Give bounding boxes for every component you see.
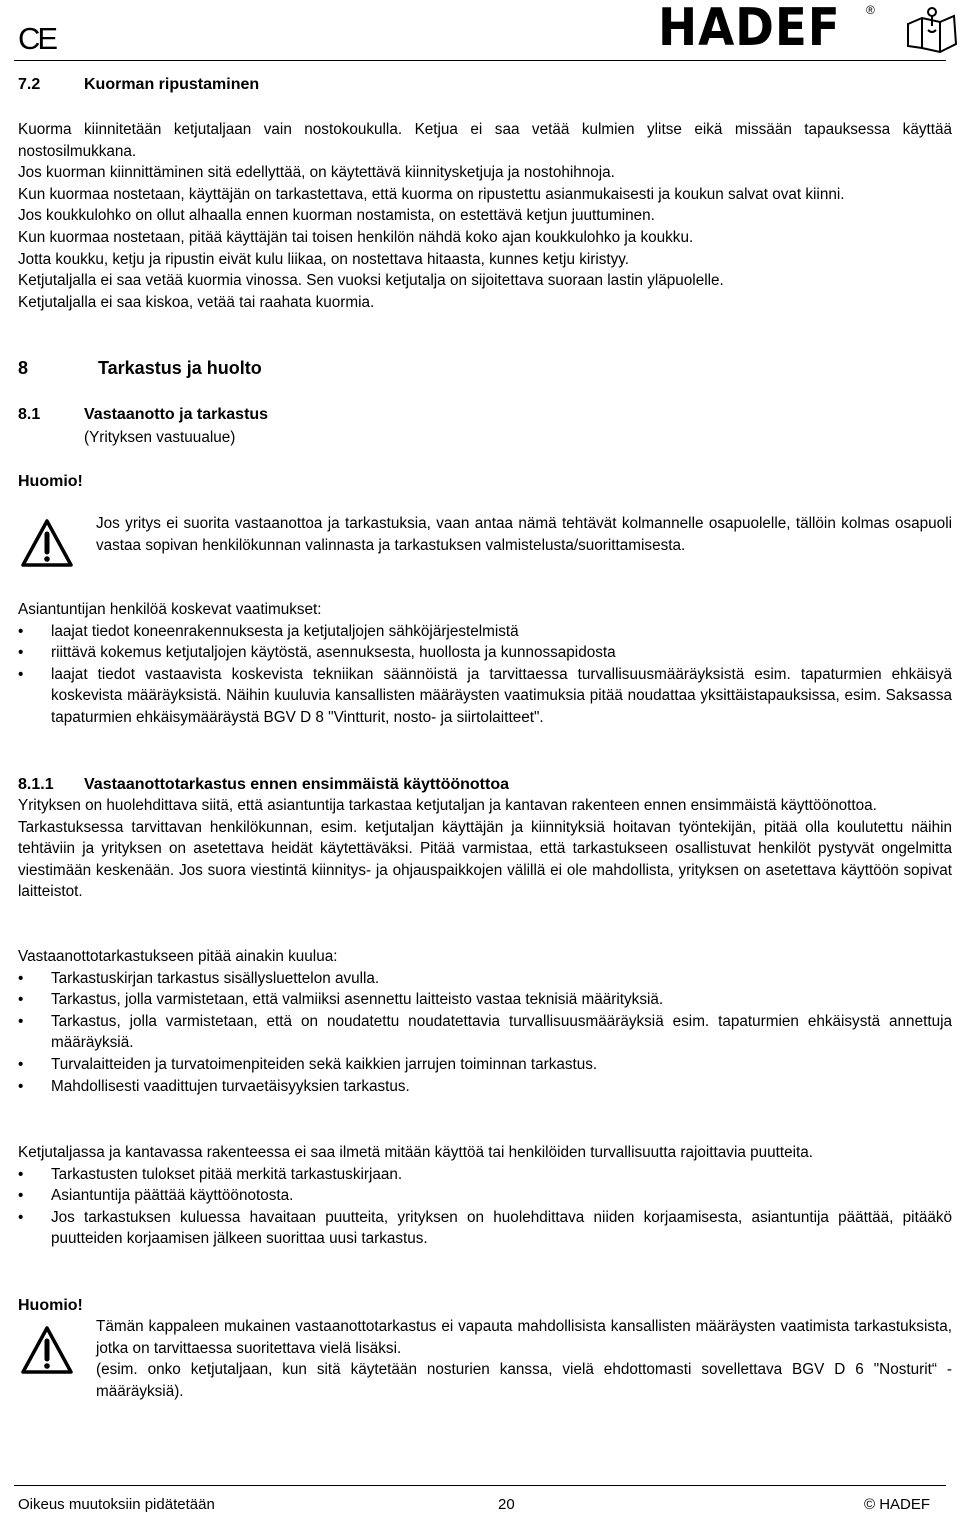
paragraph: Kuorma kiinnitetään ketjutaljaan vain nostokoukulla. Ketjua ei saa vetää kulmien ylitse eikä missään tapauksessa käyttää nostosilmukkana. <box>18 121 952 160</box>
paragraph: Kun kuormaa nostetaan, pitää käyttäjän tai toisen henkilön nähdä koko ajan koukkulohko ja koukku. <box>18 228 694 246</box>
footer-disclaimer: Oikeus muutoksiin pidätetään <box>18 1496 215 1513</box>
section-number: 8 <box>18 358 29 378</box>
ce-mark: CE <box>18 21 56 56</box>
header-divider <box>14 60 946 61</box>
paragraph: Ketjutaljassa ja kantavassa rakenteessa ei saa ilmetä mitään käyttöä tai henkilöiden turvallisuutta rajoittavia puutteita. <box>18 1144 814 1161</box>
requirements-block <box>18 599 952 729</box>
bullet: • <box>18 1187 24 1205</box>
section-7-2-body <box>18 119 952 313</box>
footer-copyright: © HADEF <box>864 1496 931 1513</box>
paragraph: Ketjutaljalla ei saa vetää kuormia vinossa. Sen vuoksi ketjutalja on sijoitettava suoraan lastin yläpuolelle. <box>18 272 724 290</box>
section-heading-7-2 <box>18 74 259 96</box>
warning-triangle-icon <box>20 518 74 568</box>
section-number: 7.2 <box>18 76 41 93</box>
list-item: • laajat tiedot vastaavista koskevista tekniikan säännöistä ja tarvittaessa turvallisuusmääräyksistä esim. tapaturmien ehkäisyä koskevista määräyksistä. Näihin kuuluvia kansallisten määräysten vaatimuksia pitää noudattaa yksittäistapauksissa, esim. Saksassa tapaturmien ehkäisymääräystä BGV D 8 "Vintturit, nosto- ja siirtolaitteet". <box>18 665 952 726</box>
list-item: • Turvalaitteiden ja turvatoimenpiteiden sekä kaikkien jarrujen toiminnan tarkastus. <box>18 1054 952 1076</box>
paragraph: Jotta koukku, ketju ja ripustin eivät kulu liikaa, on nostettava hitaasta, kunnes ketju kiristyy. <box>18 250 630 268</box>
bullet: • <box>18 1012 24 1030</box>
requirements-list <box>18 621 952 729</box>
list-item: • Asiantuntija päättää käyttöönotosta. <box>18 1185 952 1207</box>
bullet: • <box>18 665 24 683</box>
paragraph: Yrityksen on huolehdittava siitä, että asiantuntija tarkastaa ketjutaljan ja kantavan rakenteen ennen ensimmäistä käyttöönottoa. <box>18 797 877 814</box>
paragraph: Jos kuorman kiinnittäminen sitä edellyttää, on käytettävä kiinnitysketjuja ja nostohihnoja. <box>18 164 615 182</box>
list-item: • Tarkastusten tulokset pitää merkitä tarkastuskirjaan. <box>18 1164 952 1186</box>
section-number: 8.1 <box>18 406 41 423</box>
section-heading-8 <box>18 358 262 380</box>
warning-text: Tämän kappaleen mukainen vastaanottotarkastus ei vapauta mahdollisista kansallisten määräysten vaatimista tarkastuksista, jotka on tarvittaessa suoritettava vielä lisäksi. <box>96 1318 952 1357</box>
warning-block <box>96 1316 952 1402</box>
section-heading-8-1-1 <box>18 774 509 796</box>
list-item: • Tarkastus, jolla varmistetaan, että on noudatettu noudatettavia turvallisuusmääräyksiä esim. tapaturmien ehkäisystä annettuja määräyksiä. <box>18 1012 952 1052</box>
note-label: Huomio! <box>18 1297 83 1314</box>
section-title: Tarkastus ja huolto <box>98 358 262 378</box>
inspection-list-block <box>18 946 952 1097</box>
footer-divider <box>14 1485 946 1486</box>
registered-mark: ® <box>866 3 875 17</box>
section-heading-8-1 <box>18 404 268 426</box>
list-item: • riittävä kokemus ketjutaljojen käytöstä, asennuksesta, huollosta ja kunnossapidosta <box>18 642 952 664</box>
list-intro: Asiantuntijan henkilöä koskevat vaatimukset: <box>18 601 322 618</box>
list-intro: Vastaanottotarkastukseen pitää ainakin kuulua: <box>18 948 338 965</box>
paragraph: Tarkastuksessa tarvittavan henkilökunnan, esim. ketjutaljan käyttäjän ja kiinnityksiä hoitavan työntekijän, pitää olla koulutettu näihin tehtäviin ja yrityksen on asetettava heidät käytettäväksi. Pitää varmistaa, että tarkastukseen osallistuvat henkilöt pystyvät ongelmitta viestimään keskenään. Jos suora viestintä kiinnitys- ja ohjauspaikkojen välillä ei ole mahdollista, yrityksen on asetettava käyttöön sopivat laitteistot. <box>18 818 952 901</box>
section-number: 8.1.1 <box>18 776 54 793</box>
bullet: • <box>18 1055 24 1073</box>
warning-text: (esim. onko ketjutaljaan, kun sitä käytetään nosturien kanssa, vielä ehdottomasti sovellettava BGV D 6 "Nosturit“ -määräyksiä). <box>96 1361 952 1400</box>
list-item: • Mahdollisesti vaadittujen turvaetäisyyksien tarkastus. <box>18 1076 952 1098</box>
list-item: • Tarkastuskirjan tarkastus sisällysluettelon avulla. <box>18 968 952 990</box>
defects-list <box>18 1164 952 1250</box>
section-title: Vastaanottotarkastus ennen ensimmäistä käyttöönottoa <box>84 776 509 793</box>
bullet: • <box>18 1077 24 1095</box>
brand-logo-text: HADEF <box>658 0 841 58</box>
bullet: • <box>18 991 24 1009</box>
note-label: Huomio! <box>18 473 83 490</box>
list-item: • Tarkastus, jolla varmistetaan, että valmiiksi asennettu laitteisto vastaa teknisiä määrityksiä. <box>18 989 952 1011</box>
warning-text: Jos yritys ei suorita vastaanottoa ja tarkastuksia, vaan antaa nämä tehtävät kolmannelle osapuolelle, tällöin kolmas osapuoli vastaa sopivan henkilökunnan valinnasta ja tarkastuksen valmistelusta/suorittamisesta. <box>96 515 952 554</box>
hoist-logo-icon <box>902 4 958 54</box>
bullet: • <box>18 969 24 987</box>
defects-block <box>18 1142 952 1250</box>
bullet: • <box>18 644 24 662</box>
bullet: • <box>18 1165 24 1183</box>
bullet: • <box>18 1208 24 1226</box>
paragraph: Kun kuormaa nostetaan, käyttäjän on tarkastettava, että kuorma on ripustettu asianmukaisesti ja koukun salvat ovat kiinni. <box>18 185 845 203</box>
section-title: Kuorman ripustaminen <box>84 76 260 93</box>
inspection-list <box>18 968 952 1098</box>
page-number: 20 <box>498 1496 515 1513</box>
paragraph: Jos koukkulohko on ollut alhaalla ennen kuorman nostamista, on estettävä ketjun juuttuminen. <box>18 207 655 225</box>
bullet: • <box>18 622 24 640</box>
section-8-1-1-body <box>18 795 952 903</box>
warning-triangle-icon <box>20 1325 74 1375</box>
paragraph: Ketjutaljalla ei saa kiskoa, vetää tai raahata kuormia. <box>18 293 375 311</box>
list-item: • laajat tiedot koneenrakennuksesta ja ketjutaljojen sähköjärjestelmistä <box>18 621 952 643</box>
section-title: Vastaanotto ja tarkastus <box>84 406 269 423</box>
list-item: • Jos tarkastuksen kuluessa havaitaan puutteita, yrityksen on huolehdittava niiden korjaamisesta, asiantuntija päättää, pitääkö puutteiden korjaamisen jälkeen suorittaa uusi tarkastus. <box>18 1208 952 1248</box>
section-subtitle: (Yrityksen vastuualue) <box>84 429 236 446</box>
